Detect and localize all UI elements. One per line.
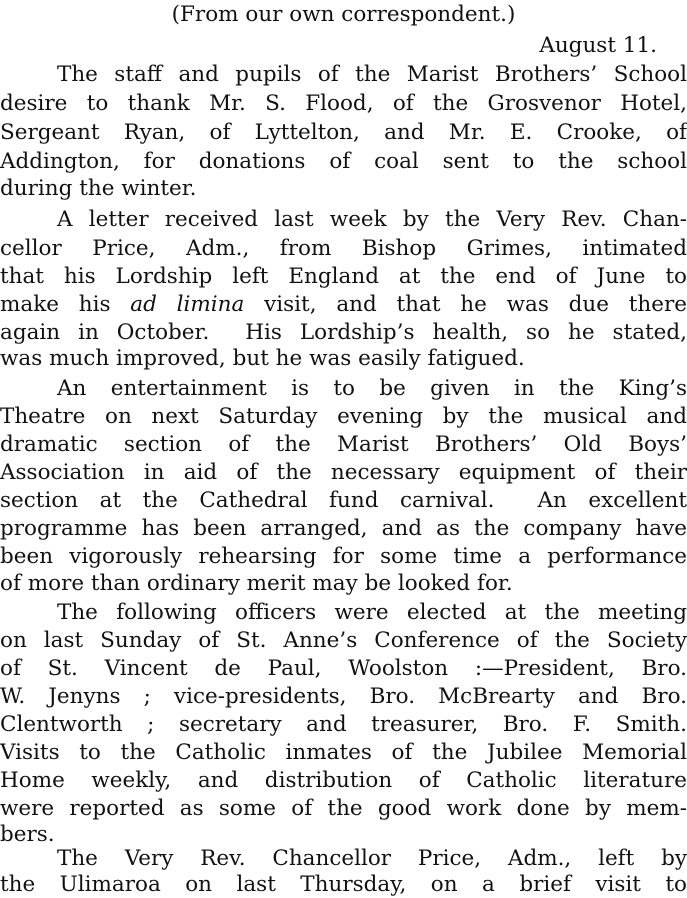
paragraph-1-line-4: Addington, for donations of coal sent to the school <box>0 149 687 174</box>
ad-limina-phrase: ad limina <box>130 292 245 317</box>
paragraph-2-line-4 <box>0 292 687 318</box>
paragraph-3-line-7: been vigorously rehearsing for some time a performance <box>0 544 687 569</box>
byline: (From our own correspondent.) <box>171 2 516 27</box>
paragraph-4-line-6: Visits to the Catholic inmates of the Jubilee Memorial <box>0 740 687 765</box>
paragraph-3-line-6: programme has been arranged, and as the company have <box>0 516 687 541</box>
paragraph-3-line-2: Theatre on next Saturday evening by the musical and <box>0 404 687 429</box>
paragraph-2-line-2: cellor Price, Adm., from Bishop Grimes, intimated <box>0 236 687 261</box>
paragraph-5-line-1: The Very Rev. Chancellor Price, Adm., left by <box>57 846 687 871</box>
paragraph-3-line-8: of more than ordinary merit may be looked for. <box>0 571 513 596</box>
paragraph-5-line-2: the Ulimaroa on last Thursday, on a brief visit to <box>0 872 687 897</box>
dateline: August 11. <box>539 33 657 58</box>
paragraph-4-line-7: Home weekly, and distribution of Catholic literature <box>0 768 687 793</box>
paragraph-1-line-1: The staff and pupils of the Marist Brothers’ School <box>57 62 687 87</box>
paragraph-1-line-3: Sergeant Ryan, of Lyttelton, and Mr. E. Crooke, of <box>0 120 687 145</box>
paragraph-2-line-5: again in October. His Lordship’s health, so he stated, <box>0 320 687 345</box>
paragraph-4-line-4: W. Jenyns ; vice-presidents, Bro. McBrearty and Bro. <box>0 684 687 709</box>
paragraph-1-line-5: during the winter. <box>0 176 197 201</box>
paragraph-3-line-4: Association in aid of the necessary equipment of their <box>0 460 687 485</box>
paragraph-2-line-1: A letter received last week by the Very Rev. Chan- <box>57 207 687 232</box>
paragraph-4-line-2: on last Sunday of St. Anne’s Conference of the Society <box>0 628 687 653</box>
paragraph-3-line-1: An entertainment is to be given in the King’s <box>57 376 687 401</box>
paragraph-4-line-3: of St. Vincent de Paul, Woolston :—President, Bro. <box>0 656 687 681</box>
paragraph-2-line-4-end: visit, and that he was due there <box>244 292 687 317</box>
paragraph-4-line-9: bers. <box>0 822 55 847</box>
paragraph-4-line-1: The following officers were elected at the meeting <box>57 600 687 625</box>
paragraph-2-line-3: that his Lordship left England at the end of June to <box>0 264 687 289</box>
paragraph-2-line-4-start: make his <box>0 292 131 317</box>
paragraph-4-line-5: Clentworth ; secretary and treasurer, Bro. F. Smith. <box>0 712 687 737</box>
paragraph-3-line-3: dramatic section of the Marist Brothers’ Old Boys’ <box>0 432 687 457</box>
paragraph-4-line-8: were reported as some of the good work done by mem- <box>0 796 687 821</box>
paragraph-1-line-2: desire to thank Mr. S. Flood, of the Grosvenor Hotel, <box>0 91 687 116</box>
paragraph-3-line-5: section at the Cathedral fund carnival. An excellent <box>0 488 687 513</box>
paragraph-2-line-6: was much improved, but he was easily fatigued. <box>0 346 525 371</box>
